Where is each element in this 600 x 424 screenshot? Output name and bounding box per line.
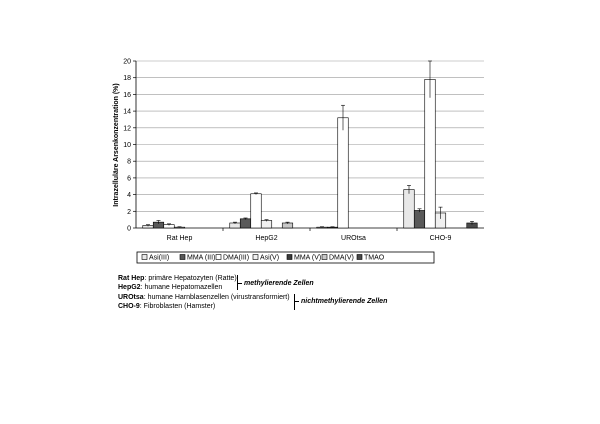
y-tick-label: 2: [127, 208, 131, 216]
group-methylating: methylierende Zellen: [244, 280, 314, 287]
legend-swatch: [357, 255, 362, 260]
note-urotsa-name: UROtsa: [118, 294, 144, 301]
bracket-non-methylating-tick: [294, 301, 299, 302]
legend-swatch: [216, 255, 221, 260]
y-tick-label: 18: [123, 75, 131, 83]
bracket-non-methylating: [294, 294, 295, 310]
note-cho9-desc: : Fibroblasten (Hamster): [139, 303, 216, 310]
note-rat-hep: [118, 274, 237, 283]
y-axis: [123, 59, 136, 233]
note-cho9: [118, 302, 215, 311]
note-hepg2-name: HepG2: [118, 284, 141, 291]
bar: [240, 219, 251, 228]
legend-swatch: [253, 255, 258, 260]
y-tick-label: 16: [123, 91, 131, 99]
x-tick-label: CHO-9: [429, 235, 452, 242]
note-rat-hep-name: Rat Hep: [118, 275, 145, 282]
x-axis: [136, 228, 484, 242]
legend-label: Asi(V): [260, 254, 280, 262]
bar: [261, 220, 272, 228]
legend-label: TMAO: [364, 254, 385, 262]
bracket-methylating-tick: [237, 283, 242, 284]
y-tick-label: 14: [123, 108, 131, 116]
y-axis-label: Intrazelluläre Arsenkonzentration (%): [113, 83, 120, 207]
legend-swatch: [322, 255, 327, 260]
group-non-methylating: nichtmethylierende Zellen: [301, 298, 388, 305]
y-tick-label: 4: [127, 192, 131, 200]
x-tick-label: UROtsa: [341, 235, 366, 242]
note-cho9-name: CHO-9: [118, 303, 140, 310]
y-tick-label: 8: [127, 158, 131, 166]
cell-line-notes: [118, 274, 418, 334]
x-tick-label: HepG2: [255, 235, 278, 242]
y-tick-label: 12: [123, 125, 131, 133]
legend-label: MMA (III): [187, 254, 216, 262]
legend-label: DMA(III): [223, 254, 250, 262]
note-hepg2: [118, 283, 222, 292]
bar: [404, 190, 415, 228]
note-hepg2-desc: : humane Hepatomazellen: [140, 284, 223, 291]
bar: [251, 194, 262, 228]
x-tick-label: Rat Hep: [166, 235, 193, 242]
legend-swatch: [180, 255, 185, 260]
legend-swatch: [142, 255, 147, 260]
bar: [414, 210, 425, 228]
legend-swatch: [287, 255, 292, 260]
legend-label: MMA (V): [294, 254, 322, 262]
y-tick-label: 6: [127, 175, 131, 183]
note-rat-hep-desc: : primäre Hepatozyten (Ratte): [144, 275, 237, 282]
bar: [425, 79, 436, 228]
y-tick-label: 10: [123, 142, 131, 149]
bar: [338, 118, 349, 228]
note-urotsa-desc: : humane Harnblasenzellen (virustransformiert): [143, 294, 290, 301]
legend-label: Asi(III): [149, 254, 170, 262]
legend-label: DMA(V): [329, 254, 354, 262]
y-tick-label: 20: [123, 58, 131, 66]
note-urotsa: [118, 293, 290, 302]
y-tick-label: 0: [127, 225, 131, 233]
